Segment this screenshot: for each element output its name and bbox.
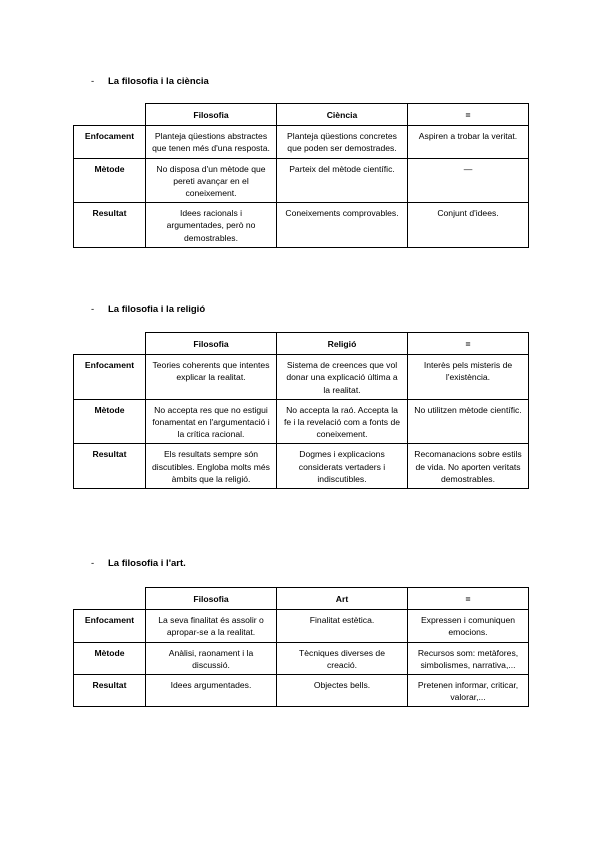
heading-text: La filosofia i l'art. (108, 558, 186, 569)
table-cell: Tècniques diverses de creació. (277, 642, 408, 674)
table-cell: Interès pels misteris de l'existència. (408, 355, 529, 400)
table-cell: Idees argumentades. (146, 675, 277, 707)
table-row (74, 610, 529, 642)
table-cell: Conjunt d'idees. (408, 203, 529, 248)
table-cell: Idees racionals i argumentades, però no demostrables. (146, 203, 277, 248)
table-cell: No accepta res que no estigui fonamentat en l'argumentació i la crítica racional. (146, 399, 277, 444)
table-cell: Teories coherents que intentes explicar la realitat. (146, 355, 277, 400)
corner-cell (74, 588, 146, 610)
table-header-row (74, 104, 529, 126)
bullet-dash: - (91, 304, 95, 315)
column-header: Ciència (277, 104, 408, 126)
row-label: Mètode (74, 399, 146, 444)
section-heading-ciencia (91, 76, 209, 87)
comparison-table-ciencia (73, 103, 529, 248)
row-label: Resultat (74, 675, 146, 707)
column-header: = (408, 333, 529, 355)
comparison-table-religio (73, 332, 529, 489)
table-cell: No utilitzen mètode científic. (408, 399, 529, 444)
corner-cell (74, 333, 146, 355)
table-cell: No accepta la raó. Accepta la fe i la revelació com a fonts de coneixement. (277, 399, 408, 444)
row-label: Enfocament (74, 126, 146, 158)
table-row (74, 158, 529, 203)
column-header: = (408, 104, 529, 126)
row-label: Resultat (74, 444, 146, 489)
table-cell: Finalitat estètica. (277, 610, 408, 642)
table-cell: Dogmes i explicacions considerats vertaders i indiscutibles. (277, 444, 408, 489)
table-cell: Anàlisi, raonament i la discussió. (146, 642, 277, 674)
table-cell: Aspiren a trobar la veritat. (408, 126, 529, 158)
column-header: = (408, 588, 529, 610)
row-label: Enfocament (74, 610, 146, 642)
row-label: Enfocament (74, 355, 146, 400)
table-cell: Planteja qüestions concretes que poden ser demostrades. (277, 126, 408, 158)
heading-text: La filosofia i la religió (108, 304, 206, 315)
table-row (74, 675, 529, 707)
column-header: Filosofia (146, 104, 277, 126)
section-heading-art (91, 558, 186, 569)
table-cell: Recursos som: metàfores, simbolismes, narrativa,... (408, 642, 529, 674)
table-cell: Els resultats sempre són discutibles. Engloba molts més àmbits que la religió. (146, 444, 277, 489)
column-header: Art (277, 588, 408, 610)
table-row (74, 444, 529, 489)
table-cell: Coneixements comprovables. (277, 203, 408, 248)
heading-text: La filosofia i la ciència (108, 76, 209, 87)
column-header: Religió (277, 333, 408, 355)
bullet-dash: - (91, 76, 95, 87)
table-cell: Expressen i comuniquen emocions. (408, 610, 529, 642)
row-label: Mètode (74, 158, 146, 203)
table-row (74, 355, 529, 400)
row-label: Mètode (74, 642, 146, 674)
column-header: Filosofia (146, 333, 277, 355)
comparison-table-art (73, 587, 529, 707)
table-row (74, 399, 529, 444)
table-header-row (74, 588, 529, 610)
table-cell: — (408, 158, 529, 203)
table-cell: Objectes bells. (277, 675, 408, 707)
column-header: Filosofia (146, 588, 277, 610)
table-header-row (74, 333, 529, 355)
section-heading-religio (91, 304, 205, 315)
table-cell: Pretenen informar, criticar, valorar,... (408, 675, 529, 707)
table-cell: La seva finalitat és assolir o apropar-se a la realitat. (146, 610, 277, 642)
row-label: Resultat (74, 203, 146, 248)
table-cell: No disposa d'un mètode que pereti avançar en el coneixement. (146, 158, 277, 203)
table-cell: Recomanacions sobre estils de vida. No aporten veritats demostrables. (408, 444, 529, 489)
table-row (74, 203, 529, 248)
bullet-dash: - (91, 558, 95, 569)
table-row (74, 126, 529, 158)
table-cell: Parteix del mètode científic. (277, 158, 408, 203)
table-row (74, 642, 529, 674)
corner-cell (74, 104, 146, 126)
table-cell: Planteja qüestions abstractes que tenen més d'una resposta. (146, 126, 277, 158)
table-cell: Sistema de creences que vol donar una explicació última a la realitat. (277, 355, 408, 400)
